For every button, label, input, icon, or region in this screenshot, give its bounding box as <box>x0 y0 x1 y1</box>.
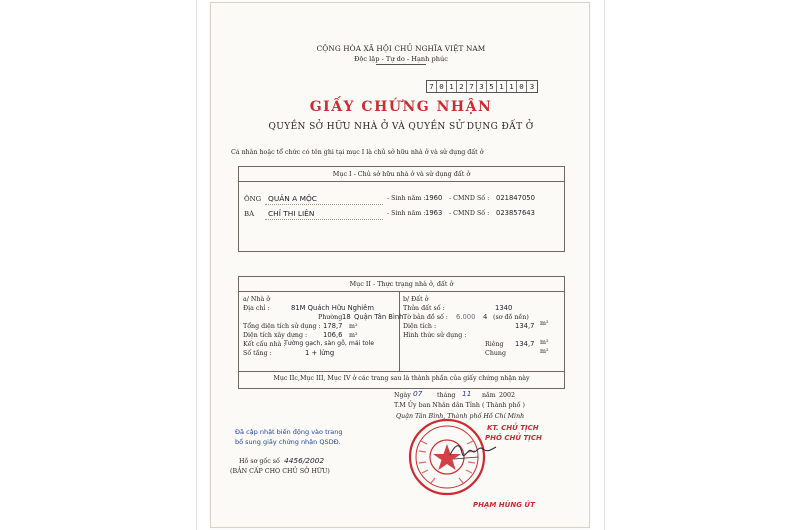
serial-digit: 2 <box>457 81 467 92</box>
section-property <box>238 276 565 389</box>
owner-1-birth-label: - Sinh năm : <box>387 195 426 202</box>
update-note-line-2: bổ sung giấy chứng nhận QSDĐ. <box>235 438 341 446</box>
owner-2-dotted-line <box>265 219 383 220</box>
update-note-line-1: Đã cập nhật biến động vào trang <box>235 428 343 436</box>
section-owners-heading: Mục I - Chủ sở hữu nhà ở và sử dụng đất ở <box>239 167 564 182</box>
land-area-label: Diện tích : <box>403 323 437 330</box>
issue-year-label: năm <box>482 392 496 399</box>
owner-1-prefix: ÔNG <box>244 195 262 203</box>
viewer-right-border <box>604 0 605 530</box>
owner-1-id-label: - CMND Số : <box>449 195 490 202</box>
certificate-page <box>210 2 590 528</box>
section-property-divider <box>399 292 400 371</box>
signature-scribble <box>448 437 498 465</box>
sheet-note: (sơ đồ nền) <box>493 314 529 321</box>
serial-number-box <box>426 80 538 93</box>
build-area-value: 106,6 <box>323 331 343 339</box>
floor-area-value: 178,7 <box>323 322 343 330</box>
private-area-value: 134,7 <box>515 340 535 348</box>
floors-value: 1 + lửng <box>305 349 335 357</box>
serial-digit: 7 <box>467 81 477 92</box>
issue-month: 11 <box>462 389 472 398</box>
issue-year: 2002 <box>499 392 516 399</box>
section-property-heading: Mục II - Thực trạng nhà ở, đất ở <box>239 277 564 292</box>
house-ward-label: Phường <box>318 314 343 321</box>
owner-1-dotted-line <box>265 204 383 205</box>
shared-label: Chung <box>485 350 507 357</box>
owner-1-id-number: 021847050 <box>496 194 535 202</box>
land-area-value: 134,7 <box>515 322 535 330</box>
motto-underline <box>376 64 426 65</box>
serial-digit: 3 <box>477 81 487 92</box>
serial-digit: 1 <box>497 81 507 92</box>
house-address-label: Địa chỉ : <box>243 305 270 312</box>
section-property-footer-rule <box>239 371 564 372</box>
usage-label: Hình thức sử dụng : <box>403 332 467 339</box>
owner-2-birth-year: 1963 <box>425 209 443 217</box>
issue-month-label: tháng <box>437 392 456 399</box>
serial-digit: 1 <box>447 81 457 92</box>
record-label: Hồ sơ gốc số <box>239 458 280 465</box>
serial-digit: 3 <box>529 82 535 91</box>
certificate-subtitle: QUYỀN SỞ HỮU NHÀ Ở VÀ QUYỀN SỬ DỤNG ĐẤT Ở <box>268 122 534 132</box>
floor-area-label: Tổng diện tích sử dụng : <box>243 323 321 330</box>
section-owners <box>238 166 565 252</box>
sheet-handwritten: 6.000 <box>456 313 476 321</box>
signer-name: PHẠM HÙNG ÚT <box>473 501 535 509</box>
signer-role-1: KT. CHỦ TỊCH <box>487 424 539 432</box>
owner-2-prefix: BÀ <box>244 210 255 218</box>
sheet-value: 4 <box>483 313 488 321</box>
copy-note: (BẢN CẤP CHO CHỦ SỞ HỮU) <box>230 468 330 475</box>
floor-area-unit: m² <box>349 323 358 330</box>
floors-label: Số tầng : <box>243 350 272 357</box>
serial-digit: 5 <box>487 81 497 92</box>
section-property-footer: Mục IIc,Mục III, Mục IV ở các trang sau là thành phần của giấy chứng nhận này <box>273 375 530 382</box>
parcel-label: Thửa đất số : <box>403 305 445 312</box>
serial-digit: 7 <box>427 81 437 92</box>
intro-text: Cá nhân hoặc tổ chức có tên ghi tại mục I là chủ sở hữu nhà ở và sử dụng đất ở <box>231 149 484 156</box>
house-address: 81M Quách Hữu Nghiêm <box>291 304 374 312</box>
serial-digit: 0 <box>517 81 527 92</box>
structure-label: Kết cấu nhà : <box>243 341 286 348</box>
authority-line-2: Quận Tân Bình, Thành phố Hồ Chí Minh <box>396 413 525 420</box>
viewer-left-border <box>196 0 197 530</box>
parcel-value: 1340 <box>495 304 513 312</box>
record-number: 4456/2002 <box>284 456 325 465</box>
house-district: Quận Tân Bình <box>354 313 404 321</box>
certificate-title: GIẤY CHỨNG NHẬN <box>309 99 493 115</box>
sheet-label: Tờ bản đồ số : <box>403 314 448 321</box>
national-motto: Độc lập - Tự do - Hạnh phúc <box>354 55 448 63</box>
private-label: Riêng <box>485 341 504 348</box>
private-area-unit: m² <box>540 339 549 346</box>
issue-day: 07 <box>413 389 423 398</box>
serial-digit: 1 <box>507 81 517 92</box>
land-area-unit: m² <box>540 320 549 327</box>
signer-role-2: PHÓ CHỦ TỊCH <box>485 434 542 442</box>
owner-1-name: QUẢN A MỘC <box>268 194 317 203</box>
authority-line-1: T.M Ủy ban Nhân dân Tỉnh ( Thành phố ) <box>394 402 525 409</box>
build-area-label: Diện tích xây dựng : <box>243 332 308 339</box>
issue-day-label: Ngày <box>394 392 411 399</box>
owner-2-name: CHỈ THI LIÊN <box>268 209 315 218</box>
land-label: b/ Đất ở <box>403 296 429 303</box>
build-area-unit: m² <box>349 332 358 339</box>
serial-digit: 0 <box>437 81 447 92</box>
shared-area-unit: m² <box>540 348 549 355</box>
house-label: a/ Nhà ở <box>243 296 270 303</box>
owner-2-id-label: - CMND Số : <box>449 210 490 217</box>
owner-1-birth-year: 1960 <box>425 194 443 202</box>
nation-heading: CỘNG HÒA XÃ HỘI CHỦ NGHĨA VIỆT NAM <box>316 44 486 53</box>
structure-value: Tường gạch, sàn gỗ, mái tole <box>284 340 375 347</box>
owner-2-id-number: 023857643 <box>496 209 535 217</box>
owner-2-birth-label: - Sinh năm : <box>387 210 426 217</box>
house-ward: 18 <box>342 313 351 321</box>
